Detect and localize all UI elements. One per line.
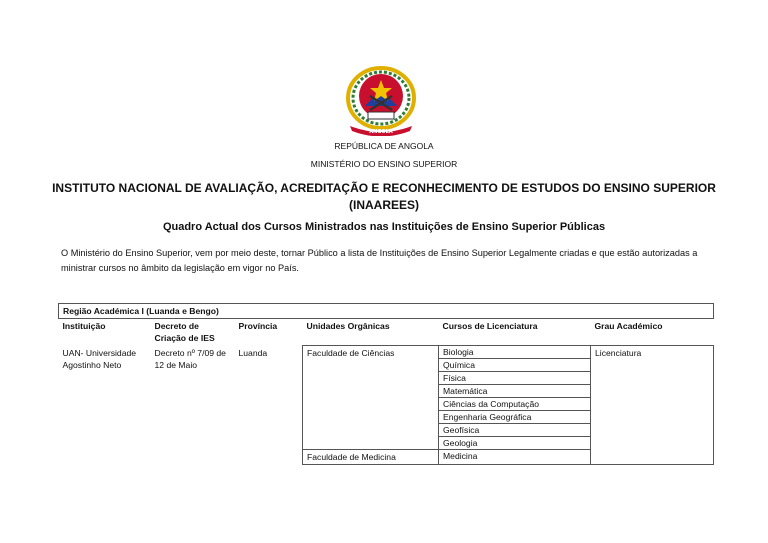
cell-unidade-ciencias: Faculdade de Ciências xyxy=(303,346,439,450)
header-provincia: Província xyxy=(238,321,278,331)
intro-paragraph: O Ministério do Ensino Superior, vem por meio deste, tornar Público a lista de Instituições de Ensino Superior Legalmente criadas e que estão autorizadas a ministrar cursos no âmbito da legislação em vigor no País. xyxy=(61,248,698,273)
institute-title-line1: INSTITUTO NACIONAL DE AVALIAÇÃO, ACREDITAÇÃO E RECONHECIMENTO DE ESTUDOS DO ENSINO SUPERIOR xyxy=(52,181,716,195)
course-item: Química xyxy=(439,359,591,372)
cell-instituicao: UAN- Universidade Agostinho Neto xyxy=(62,347,137,370)
emblem-banner-text: ANGOLA xyxy=(369,129,393,135)
course-item: Geofísica xyxy=(439,424,591,437)
course-item: Medicina xyxy=(439,450,591,465)
course-item: Física xyxy=(439,372,591,385)
header-cursos: Cursos de Licenciatura xyxy=(442,321,538,331)
course-item: Biologia xyxy=(439,346,591,359)
header-row xyxy=(59,319,714,346)
header-grau: Grau Académico xyxy=(594,321,663,331)
course-item: Matemática xyxy=(439,385,591,398)
course-item: Ciências da Computação xyxy=(439,398,591,411)
institute-title-line2: (INAAREES) xyxy=(348,198,419,212)
courses-table xyxy=(58,303,714,465)
course-item: Engenharia Geográfica xyxy=(439,411,591,424)
cell-decreto: Decreto nº 7/09 de 12 de Maio xyxy=(154,347,226,370)
institute-title xyxy=(0,180,768,214)
header-unidades: Unidades Orgânicas xyxy=(306,321,390,331)
cell-provincia: Luanda xyxy=(238,347,268,358)
republic-heading: REPÚBLICA DE ANGOLA xyxy=(334,141,434,151)
course-item: Geologia xyxy=(439,437,591,450)
cell-grau: Licenciatura xyxy=(591,346,714,465)
document-subtitle: Quadro Actual dos Cursos Ministrados nas Instituições de Ensino Superior Públicas xyxy=(162,221,606,233)
table-row xyxy=(59,346,714,359)
header-decreto: Decreto de Criação de IES xyxy=(154,321,215,343)
ministry-heading: MINISTÉRIO DO ENSINO SUPERIOR xyxy=(310,159,458,169)
region-row xyxy=(59,304,714,319)
angola-coat-of-arms-emblem xyxy=(340,66,422,136)
header-instituicao: Instituição xyxy=(62,321,106,331)
region-label: Região Académica I (Luanda e Bengo) xyxy=(59,304,714,319)
cell-unidade-medicina: Faculdade de Medicina xyxy=(303,450,439,465)
